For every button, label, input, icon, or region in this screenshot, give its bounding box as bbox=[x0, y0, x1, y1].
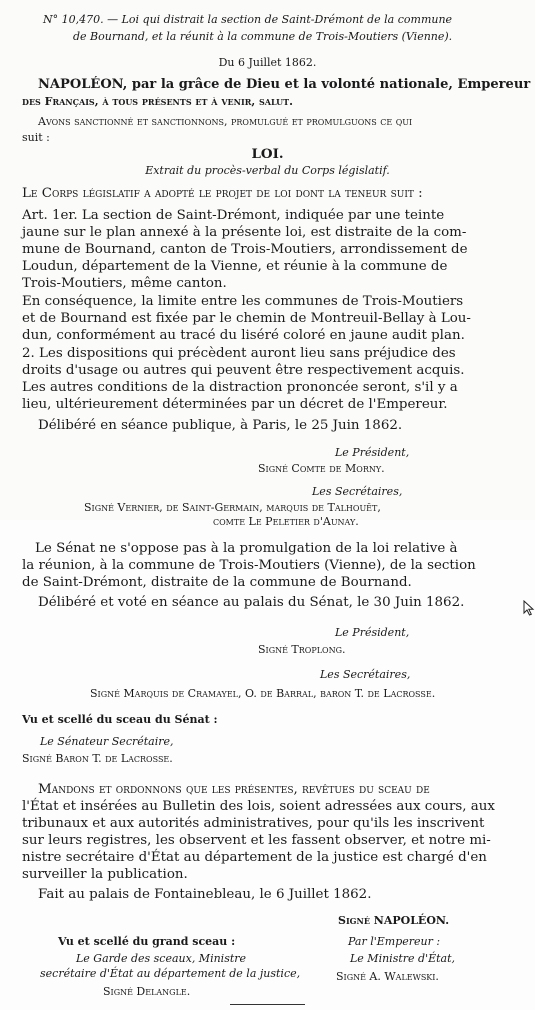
senat-deliberation: Délibéré et voté en séance au palais du Sénat, le 30 Juin 1862. bbox=[38, 595, 465, 610]
art2-line2: droits d'usage ou autres qui peuvent être respectivement acquis. bbox=[22, 363, 465, 378]
art1-line7: et de Bournand est fixée par le chemin de Montreuil-Bellay à Lou- bbox=[22, 311, 471, 326]
mouse-pointer-icon bbox=[523, 600, 535, 616]
corps-president-label: Le Président, bbox=[335, 446, 410, 459]
senat-line2: la réunion, à la commune de Trois-Moutiers (Vienne), de la section bbox=[22, 558, 476, 573]
art1-line6: En conséquence, la limite entre les communes de Trois-Moutiers bbox=[22, 294, 464, 309]
garde-des-sceaux-label-line2: secrétaire d'État au département de la justice, bbox=[40, 967, 301, 980]
preamble-line4: suit : bbox=[22, 131, 50, 144]
corps-secretaries-label: Les Secrétaires, bbox=[312, 485, 403, 498]
art1-line8: dun, conformément au tracé du liséré coloré en jaune audit plan. bbox=[22, 328, 465, 343]
mandons-line1: Mandons et ordonnons que les présentes, revêtues du sceau de bbox=[38, 782, 430, 797]
art2-line1: 2. Les dispositions qui précèdent auront lieu sans préjudice des bbox=[22, 346, 456, 361]
senat-secretaries-line: Signé Marquis de Cramayel, O. de Barral, baron T. de Lacrosse. bbox=[90, 687, 436, 700]
par-empereur-label: Par l'Empereur : bbox=[348, 935, 441, 948]
senat-seal-line: Vu et scellé du sceau du Sénat : bbox=[22, 713, 218, 726]
senat-secretaries-label: Les Secrétaires, bbox=[320, 668, 411, 681]
corps-secretaries-line2: comte Le Peletier d'Aunay. bbox=[213, 515, 359, 528]
garde-des-sceaux-label-line1: Le Garde des sceaux, Ministre bbox=[76, 952, 247, 965]
loi-heading: LOI. bbox=[251, 146, 284, 162]
law-title-line2: de Bournand, et la réunit à la commune de Trois-Moutiers (Vienne). bbox=[73, 30, 453, 43]
senat-president-name: Signé Troplong. bbox=[258, 643, 346, 656]
senat-line3: de Saint-Drémont, distraite de la commune de Bournand. bbox=[22, 575, 412, 590]
art1-line5: Trois-Moutiers, même canton. bbox=[22, 276, 227, 291]
adoption-line: Le Corps législatif a adopté le projet de loi dont la teneur suit : bbox=[22, 186, 423, 201]
mandons-line4: sur leurs registres, les observent et les fassent observer, et notre mi- bbox=[22, 833, 491, 848]
art1-line4: Loudun, département de la Vienne, et réunie à la commune de bbox=[22, 259, 448, 274]
senateur-secretaire-label: Le Sénateur Secrétaire, bbox=[40, 735, 174, 748]
preamble-line3: Avons sanctionné et sanctionnons, promulgué et promulguons ce qui bbox=[38, 115, 413, 128]
corps-secretaries-line1: Signé Vernier, de Saint-Germain, marquis de Talhouët, bbox=[84, 501, 381, 514]
corps-president-name: Signé Comte de Morny. bbox=[258, 462, 385, 475]
art1-line2: jaune sur le plan annexé à la présente loi, est distraite de la com- bbox=[22, 225, 467, 240]
art2-line3: Les autres conditions de la distraction prononcée seront, s'il y a bbox=[22, 380, 458, 395]
ministre-etat-label: Le Ministre d'État, bbox=[350, 952, 456, 965]
senat-president-label: Le Président, bbox=[335, 626, 410, 639]
mandons-line3: tribunaux et aux autorités administratives, pour qu'ils les inscrivent bbox=[22, 816, 485, 831]
mandons-line6: surveiller la publication. bbox=[22, 867, 188, 882]
senateur-secretaire-name: Signé Baron T. de Lacrosse. bbox=[22, 752, 173, 765]
napoleon-signature: Signé NAPOLÉON. bbox=[338, 914, 450, 927]
art1-line1: Art. 1er. La section de Saint-Drémont, indiquée par une teinte bbox=[22, 208, 445, 223]
deliberation-corps: Délibéré en séance publique, à Paris, le 25 Juin 1862. bbox=[38, 418, 403, 433]
walewski-signature: Signé A. Walewski. bbox=[336, 970, 439, 983]
delangle-signature: Signé Delangle. bbox=[103, 985, 191, 998]
law-title-line1: N° 10,470. — Loi qui distrait la section de Saint-Drémont de la commune bbox=[43, 13, 453, 26]
art2-line4: lieu, ultérieurement déterminées par un décret de l'Empereur. bbox=[22, 397, 448, 412]
mandons-line2: l'État et insérées au Bulletin des lois, soient adressées aux cours, aux bbox=[22, 799, 495, 814]
preamble-line2: des Français, à tous présents et à venir, salut. bbox=[22, 95, 293, 108]
grand-sceau-line: Vu et scellé du grand sceau : bbox=[58, 935, 236, 948]
mandons-line5: nistre secrétaire d'État au département de la justice est chargé d'en bbox=[22, 850, 487, 865]
senat-line1: Le Sénat ne s'oppose pas à la promulgation de la loi relative à bbox=[35, 541, 458, 556]
art1-line3: mune de Bournand, canton de Trois-Moutiers, arrondissement de bbox=[22, 242, 468, 257]
law-date: Du 6 Juillet 1862. bbox=[218, 56, 317, 69]
loi-subtitle: Extrait du procès-verbal du Corps législatif. bbox=[145, 164, 390, 177]
closing-rule bbox=[230, 1004, 305, 1005]
fait-au-palais: Fait au palais de Fontainebleau, le 6 Juillet 1862. bbox=[38, 887, 372, 902]
preamble-line1: NAPOLÉON, par la grâce de Dieu et la volonté nationale, Empereur bbox=[38, 76, 531, 92]
